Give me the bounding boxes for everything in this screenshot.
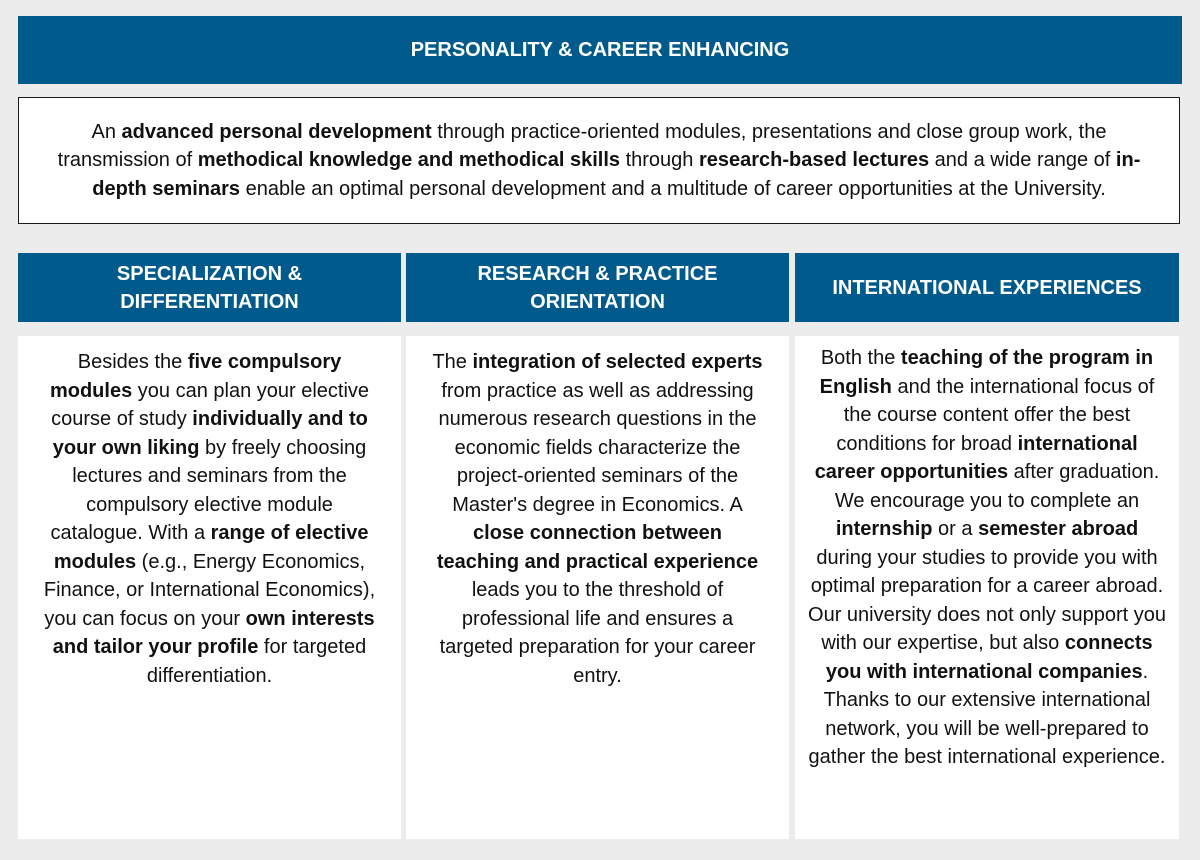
text-run: enable an optimal personal development and a multitude of career opportunities at the University. [240, 177, 1106, 200]
column-title: RESEARCH & PRACTICE ORIENTATION [477, 262, 718, 313]
text-run: during your studies to provide you with optimal preparation for a career abroad. Our university does not only support you with our expertise, but also [808, 546, 1166, 654]
column-title: INTERNATIONAL EXPERIENCES [832, 276, 1142, 299]
column-text [807, 344, 1167, 772]
column-title: SPECIALIZATION & DIFFERENTIATION [116, 262, 303, 313]
text-run: The [432, 351, 473, 373]
bold-phrase: integration of selected experts [472, 351, 763, 373]
column-body-research [406, 336, 789, 839]
text-run: and the international focus of the course content offer the best conditions for broad [836, 375, 1155, 455]
bold-phrase: own interests and tailor your profile [52, 607, 375, 658]
text-run: through practice-oriented modules, presentations and close group work, the transmission of [57, 120, 1107, 172]
text-run: from practice as well as addressing numerous research questions in the economic fields characterize the project-oriented seminars of the Master's degree in Economics. A [438, 379, 757, 516]
intro-text [47, 118, 1151, 204]
bold-phrase: methodical knowledge and methodical skills [197, 149, 621, 172]
bold-phrase: internship [835, 518, 933, 540]
column-header-research [406, 253, 789, 322]
column-text [42, 348, 377, 690]
text-run: by freely choosing lectures and seminars from the compulsory elective module catalogue. With a [50, 436, 367, 544]
text-run: and a wide range of [929, 149, 1116, 172]
bold-phrase: advanced personal development [121, 120, 432, 143]
bold-phrase: close connection between teaching and practical experience [436, 522, 759, 573]
text-run: Both the [820, 347, 901, 369]
column-header-specialization [18, 253, 401, 322]
text-run: for targeted differentiation. [146, 636, 367, 687]
text-run: Besides the [77, 351, 188, 373]
text-run: An [91, 120, 122, 143]
text-run: through [620, 149, 699, 172]
bold-phrase: teaching of the program in English [819, 347, 1154, 398]
text-run: leads you to the threshold of professional life and ensures a targeted preparation for your career entry. [439, 579, 756, 687]
column-text [430, 348, 765, 690]
bold-phrase: connects you with international companies [825, 632, 1153, 683]
bold-phrase: individually and to your own liking [52, 408, 368, 459]
banner-title: PERSONALITY & CAREER ENHANCING [410, 38, 790, 61]
text-run: . Thanks to our extensive international network, you will be well-prepared to gather the best international experience. [808, 660, 1166, 768]
page-banner [18, 16, 1182, 84]
intro-box [18, 97, 1180, 224]
text-run: after graduation. We encourage you to complete an [834, 461, 1160, 512]
text-run: you can plan your elective course of study [51, 379, 370, 430]
bold-phrase: semester abroad [978, 518, 1139, 540]
bold-phrase: five compulsory modules [49, 351, 342, 402]
column-body-specialization [18, 336, 401, 839]
column-header-international [795, 253, 1179, 322]
bold-phrase: range of elective modules [53, 522, 369, 573]
bold-phrase: in-depth seminars [92, 149, 1141, 200]
bold-phrase: research-based lectures [698, 149, 930, 172]
text-run: (e.g., Energy Economics, Finance, or International Economics), you can focus on your [43, 550, 376, 630]
bold-phrase: international career opportunities [814, 432, 1138, 483]
text-run: or a [932, 518, 979, 540]
column-body-international [795, 336, 1179, 839]
